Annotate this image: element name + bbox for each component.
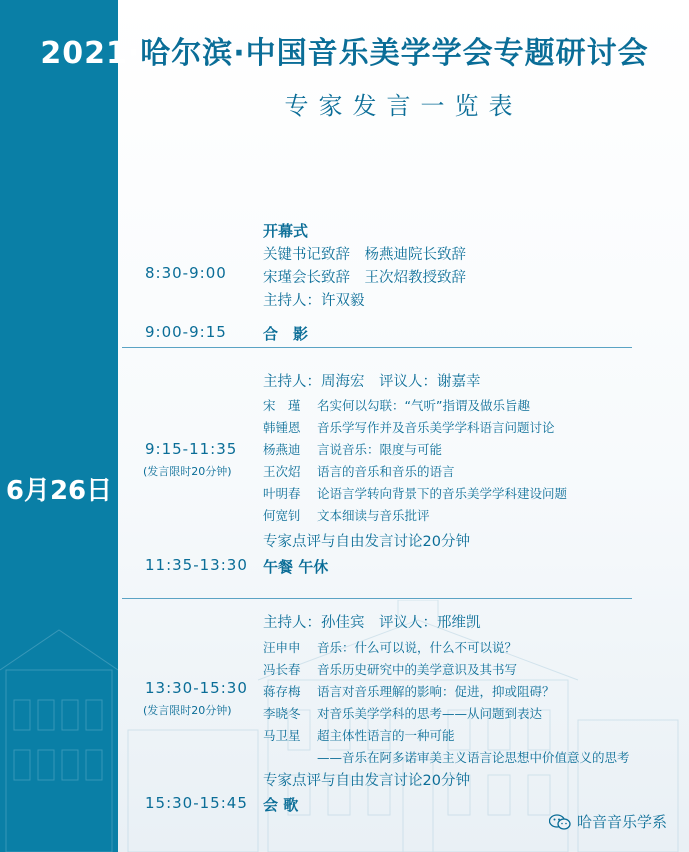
talk-topic: 音乐历史研究中的美学意识及其书写	[317, 662, 518, 677]
watermark-text: 哈音音乐学系	[576, 813, 667, 831]
talk-topic: 对音乐美学学科的思考——从问题到表达	[317, 706, 543, 721]
speaker-name: 韩锺恩	[263, 420, 301, 435]
speaker-name: 叶明春	[263, 486, 301, 501]
morning-host: 主持人：周海宏 评议人：谢嘉幸	[263, 374, 481, 390]
lunch-label: 午餐 午休	[263, 558, 329, 576]
afternoon-note: (发言限时20分钟)	[143, 704, 232, 717]
photo-time: 9:00-9:15	[145, 323, 227, 341]
divider	[122, 598, 632, 599]
speaker-name: 何宽钊	[263, 508, 301, 523]
talk-topic: 论语言学转向背景下的音乐美学学科建设问题	[317, 486, 568, 501]
afternoon-discussion: 专家点评与自由发言讨论20分钟	[263, 773, 470, 789]
concert-label: 会 歌	[263, 796, 299, 814]
talk-topic: 语言的音乐和音乐的语言	[317, 464, 455, 479]
morning-discussion: 专家点评与自由发言讨论20分钟	[263, 534, 470, 550]
wechat-icon	[549, 814, 571, 830]
speaker-name: 汪申申	[263, 640, 301, 655]
speaker-name: 李晓冬	[263, 706, 301, 721]
date-label: 6月26日	[5, 476, 113, 506]
opening-time: 8:30-9:00	[145, 264, 227, 282]
speaker-name: 马卫星	[263, 728, 301, 743]
page-title	[0, 28, 689, 72]
sidebar-building-illustration	[0, 610, 118, 852]
talk-topic: 音乐学写作并及音乐美学学科语言问题讨论	[317, 420, 555, 435]
opening-host: 主持人：许双毅	[263, 293, 365, 309]
talk-topic: 名实何以勾联：“气听”指谓及做乐旨趣	[317, 398, 530, 413]
concert-time: 15:30-15:45	[145, 794, 248, 812]
talk-topic: 语言对音乐理解的影响：促进，抑或阻碍？	[317, 684, 555, 699]
morning-note: (发言限时20分钟)	[143, 465, 232, 478]
talk-topic: 言说音乐：限度与可能	[317, 442, 443, 457]
speaker-name: 杨燕迪	[263, 442, 301, 457]
talk-topic: 超主体性语言的一种可能	[317, 728, 455, 743]
speaker-name: 宋 瑾	[263, 398, 301, 413]
photo-label: 合 影	[263, 325, 309, 343]
talk-subtopic: ——音乐在阿多诺审美主义语言论思想中价值意义的思考	[317, 750, 630, 765]
morning-time: 9:15-11:35	[145, 440, 238, 458]
watermark	[549, 811, 667, 832]
divider	[122, 347, 632, 348]
speaker-name: 冯长春	[263, 662, 301, 677]
title-text: 哈尔滨·中国音乐美学学会专题研讨会	[140, 36, 649, 71]
opening-line: 宋瑾会长致辞 王次炤教授致辞	[263, 270, 466, 286]
afternoon-host: 主持人：孙佳宾 评议人：邢维凯	[263, 615, 481, 631]
talk-topic: 文本细读与音乐批评	[317, 508, 430, 523]
page-subtitle: 专家发言一览表	[284, 92, 523, 120]
speaker-name: 王次炤	[263, 464, 301, 479]
title-year: 2021·	[40, 36, 141, 71]
speaker-name: 蒋存梅	[263, 684, 301, 699]
opening-heading: 开幕式	[263, 222, 309, 240]
talk-topic: 音乐：什么可以说，什么不可以说？	[317, 640, 518, 655]
opening-line: 关键书记致辞 杨燕迪院长致辞	[263, 247, 466, 263]
lunch-time: 11:35-13:30	[145, 556, 248, 574]
afternoon-time: 13:30-15:30	[145, 679, 248, 697]
